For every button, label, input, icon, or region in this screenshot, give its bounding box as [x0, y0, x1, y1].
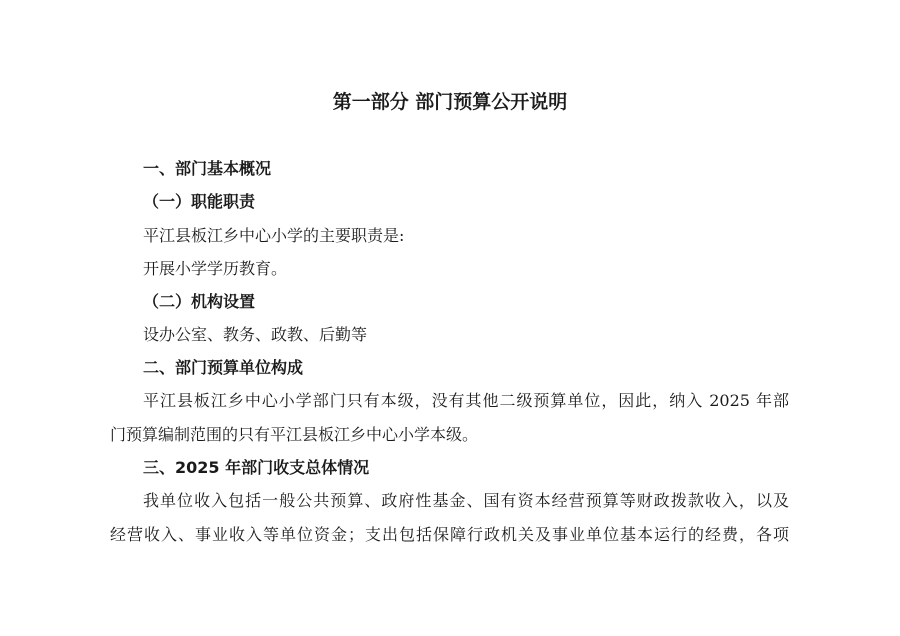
section-2-heading: 二、部门预算单位构成 [143, 358, 304, 377]
subsection-organization-heading: （二）机构设置 [143, 292, 256, 311]
budget-units-text-line-2: 门预算编制范围的只有平江县板江乡中心小学本级。 [110, 425, 479, 444]
section-3-heading: 三、2025 年部门收支总体情况 [143, 458, 370, 477]
duties-text-line-1: 平江县板江乡中心小学的主要职责是: [143, 226, 405, 245]
subsection-duties-heading: （一）职能职责 [143, 192, 256, 211]
revenue-text-line-2: 经营收入、事业收入等单位资金；支出包括保障行政机关及事业单位基本运行的经费，各项 [110, 525, 789, 544]
document-title: 第一部分 部门预算公开说明 [332, 91, 568, 113]
section-1-heading: 一、部门基本概况 [143, 159, 272, 178]
budget-units-text-line-1: 平江县板江乡中心小学部门只有本级，没有其他二级预算单位，因此，纳入 2025 年部 [143, 391, 789, 410]
revenue-text-line-1: 我单位收入包括一般公共预算、政府性基金、国有资本经营预算等财政拨款收入，以及 [143, 491, 789, 510]
organization-text: 设办公室、教务、政教、后勤等 [143, 325, 368, 344]
duties-text-line-2: 开展小学学历教育。 [143, 259, 288, 278]
